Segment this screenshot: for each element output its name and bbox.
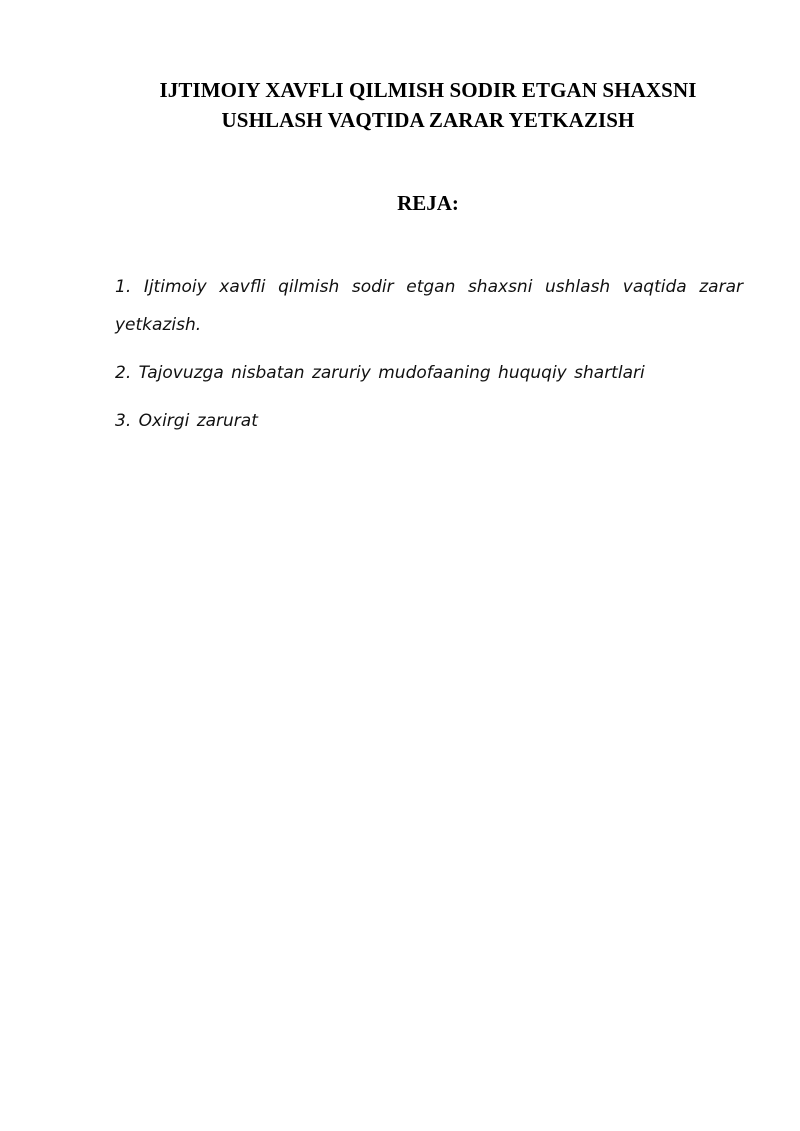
plan-item-3: 3. Oxirgi zarurat: [115, 411, 258, 431]
document-title: IJTIMOIY XAVFLI QILMISH SODIR ETGAN SHAXSNI USHLASH VAQTIDA ZARAR YETKAZISH: [159, 78, 697, 132]
plan-heading: REJA:: [397, 191, 459, 215]
plan-item-1: 1. Ijtimoiy xavfli qilmish sodir etgan shaxsni ushlash vaqtida zarar yetkazish.: [115, 277, 743, 335]
plan-item-2: 2. Tajovuzga nisbatan zaruriy mudofaaning huquqiy shartlari: [115, 363, 645, 383]
plan-list: [115, 268, 743, 440]
